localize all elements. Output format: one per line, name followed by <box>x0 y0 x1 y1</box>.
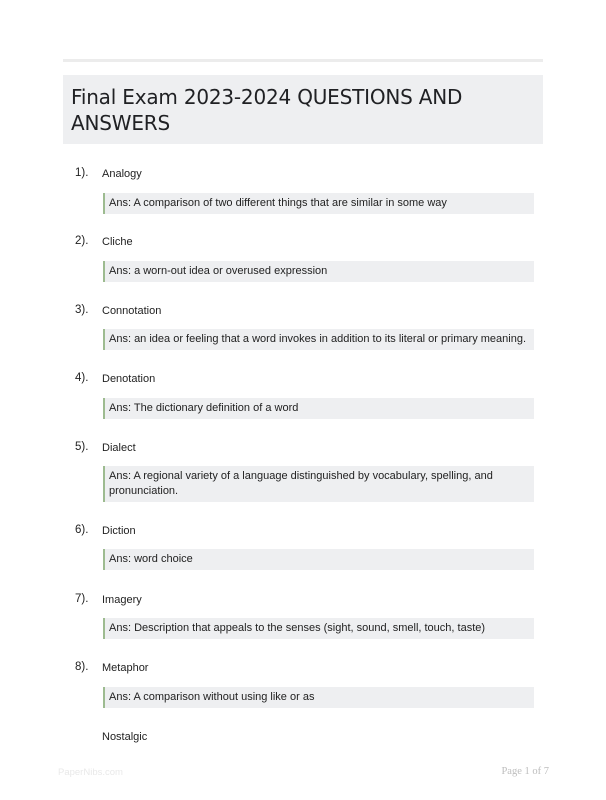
question-term: Metaphor <box>102 662 149 674</box>
question-number: 7). <box>75 593 89 605</box>
question-number: 3). <box>75 304 89 316</box>
question-number: 4). <box>75 372 89 384</box>
page-title: Final Exam 2023-2024 QUESTIONS AND ANSWERS <box>71 85 463 135</box>
question-term: Diction <box>102 525 136 537</box>
page-indicator: Page 1 of 7 <box>501 766 549 777</box>
answer-box: Ans: A comparison of two different things that are similar in some way <box>103 193 534 214</box>
answer-box: Ans: The dictionary definition of a word <box>103 398 534 419</box>
question-term: Connotation <box>102 305 162 317</box>
title-banner <box>63 75 543 144</box>
question-term: Cliche <box>102 236 133 248</box>
answer-box: Ans: A regional variety of a language distinguished by vocabulary, spelling, and pronunciation. <box>103 466 534 502</box>
answer-box: Ans: an idea or feeling that a word invokes in addition to its literal or primary meaning. <box>103 329 534 350</box>
question-number: 8). <box>75 661 89 673</box>
question-term: Nostalgic <box>102 731 148 743</box>
top-divider <box>63 59 543 62</box>
footer-watermark: PaperNibs.com <box>58 767 123 778</box>
answer-box: Ans: a worn-out idea or overused expression <box>103 261 534 282</box>
question-number: 6). <box>75 524 89 536</box>
question-number: 5). <box>75 441 89 453</box>
answer-box: Ans: Description that appeals to the senses (sight, sound, smell, touch, taste) <box>103 618 534 639</box>
question-number: 1). <box>75 167 89 179</box>
answer-box: Ans: A comparison without using like or as <box>103 687 534 708</box>
answer-box: Ans: word choice <box>103 549 534 570</box>
question-number: 2). <box>75 235 89 247</box>
question-term: Denotation <box>102 373 156 385</box>
question-term: Analogy <box>102 168 142 180</box>
question-term: Imagery <box>102 594 142 606</box>
question-term: Dialect <box>102 442 136 454</box>
